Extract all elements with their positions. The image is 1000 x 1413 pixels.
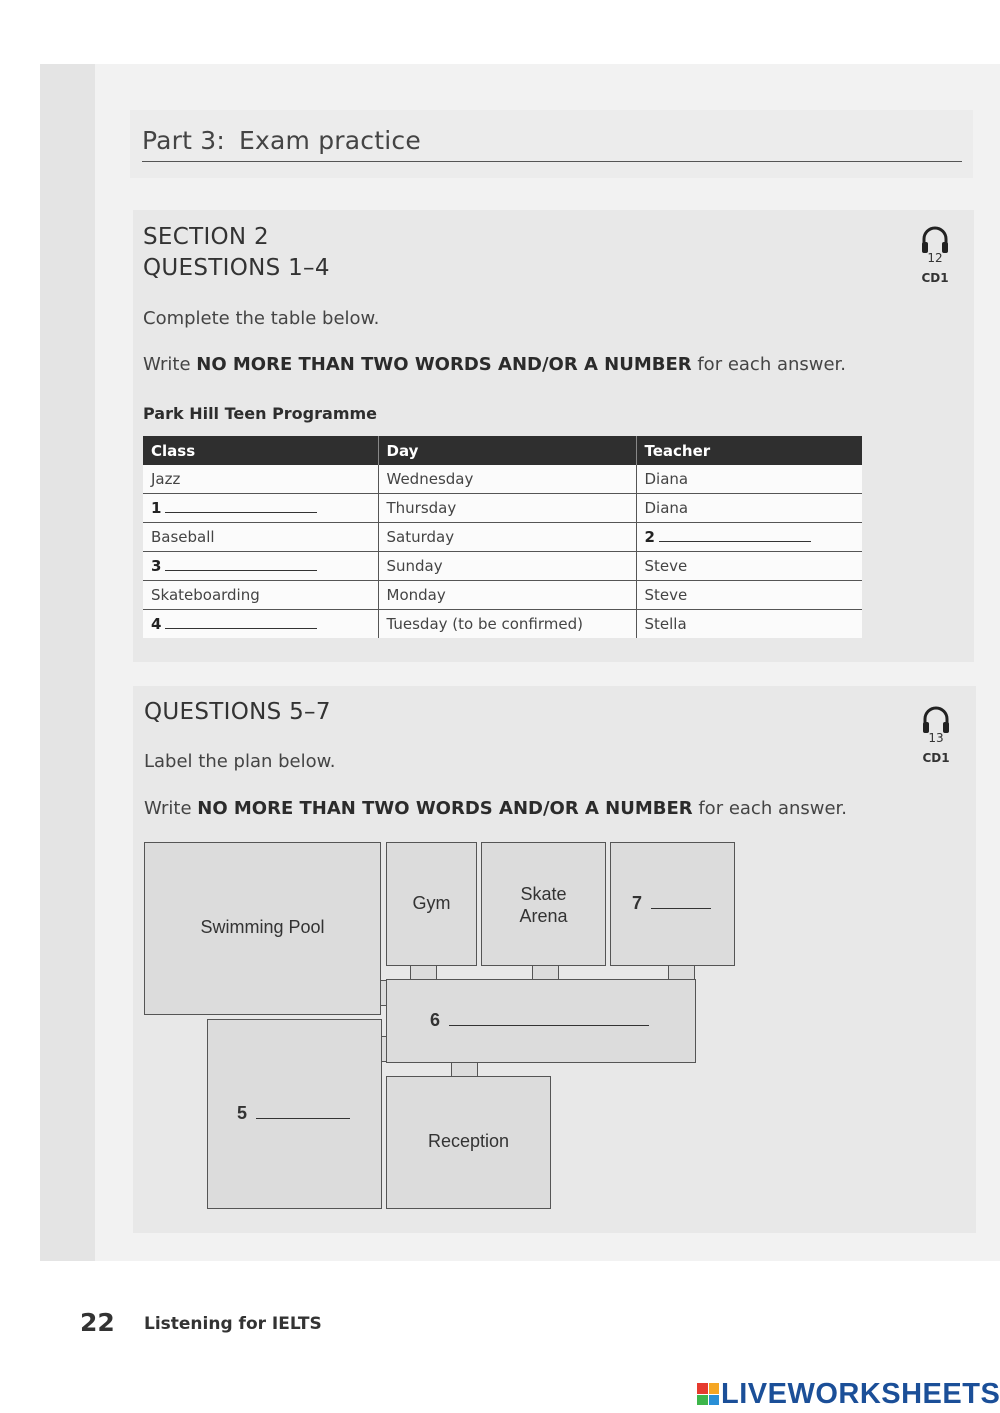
answer-blank-5[interactable] (256, 1106, 350, 1119)
plan-connector (532, 965, 559, 980)
instruction-label-plan: Label the plan below. (144, 751, 336, 772)
instruction-word-limit: Write NO MORE THAN TWO WORDS AND/OR A NUMBER for each answer. (144, 798, 848, 819)
table-row (143, 581, 862, 610)
answer-blank-3[interactable] (165, 558, 317, 571)
label-reception: Reception (427, 1131, 510, 1151)
section-heading (143, 222, 330, 284)
question-number: 1 (151, 499, 162, 517)
page-margin-strip (40, 64, 95, 1261)
header-class: Class (143, 436, 378, 465)
watermark-text: LIVEWORKSHEETS (721, 1377, 1000, 1410)
page-number: 22 (80, 1308, 115, 1337)
label-answer-7[interactable] (632, 892, 711, 914)
cell-teacher: Steve (636, 581, 862, 610)
questions-1-4-label: QUESTIONS 1–4 (143, 255, 330, 281)
table-row (143, 465, 862, 494)
cell-day: Thursday (378, 494, 636, 523)
section-label: SECTION 2 (143, 224, 269, 250)
answer-blank-4[interactable] (165, 616, 317, 629)
answer-blank-6[interactable] (449, 1013, 649, 1026)
liveworksheets-watermark[interactable] (697, 1377, 1000, 1411)
label-skate-arena: Skate Arena (519, 884, 568, 926)
header-day: Day (378, 436, 636, 465)
cell-day: Saturday (378, 523, 636, 552)
audio-cue-13[interactable] (916, 702, 956, 768)
table-title: Park Hill Teen Programme (143, 404, 378, 423)
table-row (143, 610, 862, 639)
audio-disc-label: CD1 (921, 271, 949, 285)
cell-class-answer-1[interactable] (143, 494, 378, 523)
table-header-row (143, 436, 862, 465)
table-row (143, 523, 862, 552)
cell-teacher: Diana (636, 494, 862, 523)
answer-blank-7[interactable] (651, 896, 711, 909)
question-number: 7 (632, 893, 643, 913)
audio-track-number: 12 (927, 251, 943, 265)
audio-cue-12[interactable] (915, 222, 955, 288)
header-teacher: Teacher (636, 436, 862, 465)
cell-day: Monday (378, 581, 636, 610)
cell-day: Tuesday (to be confirmed) (378, 610, 636, 639)
part-title (142, 126, 421, 155)
cell-teacher: Diana (636, 465, 862, 494)
table-row (143, 552, 862, 581)
part-heading: Exam practice (239, 126, 421, 155)
cell-class: Skateboarding (143, 581, 378, 610)
liveworksheets-logo-icon (697, 1383, 719, 1405)
cell-day: Sunday (378, 552, 636, 581)
cell-class-answer-3[interactable] (143, 552, 378, 581)
question-number: 2 (644, 528, 655, 546)
label-answer-5[interactable] (237, 1102, 350, 1124)
label-swimming-pool: Swimming Pool (200, 917, 325, 937)
instruction-complete-table: Complete the table below. (143, 308, 380, 329)
answer-blank-2[interactable] (659, 529, 811, 542)
cell-class: Baseball (143, 523, 378, 552)
plan-connector (410, 965, 437, 980)
part-label: Part 3: (142, 126, 226, 155)
label-gym: Gym (412, 893, 451, 913)
question-number: 5 (237, 1103, 248, 1123)
programme-table (143, 436, 862, 638)
instruction-word-limit: Write NO MORE THAN TWO WORDS AND/OR A NUMBER for each answer. (143, 354, 847, 375)
cell-teacher: Steve (636, 552, 862, 581)
audio-disc-label: CD1 (922, 751, 950, 765)
label-answer-6[interactable] (430, 1009, 649, 1031)
answer-blank-1[interactable] (165, 500, 317, 513)
cell-class: Jazz (143, 465, 378, 494)
plan-connector (451, 1061, 478, 1077)
cell-teacher: Stella (636, 610, 862, 639)
question-number: 6 (430, 1010, 441, 1030)
question-number: 3 (151, 557, 162, 575)
book-title: Listening for IELTS (144, 1314, 322, 1334)
plan-connector (668, 965, 695, 980)
cell-class-answer-4[interactable] (143, 610, 378, 639)
header-divider (142, 161, 962, 162)
cell-day: Wednesday (378, 465, 636, 494)
question-number: 4 (151, 615, 162, 633)
cell-teacher-answer-2[interactable] (636, 523, 862, 552)
table-row (143, 494, 862, 523)
questions-5-7-label: QUESTIONS 5–7 (144, 699, 331, 725)
audio-track-number: 13 (928, 731, 944, 745)
